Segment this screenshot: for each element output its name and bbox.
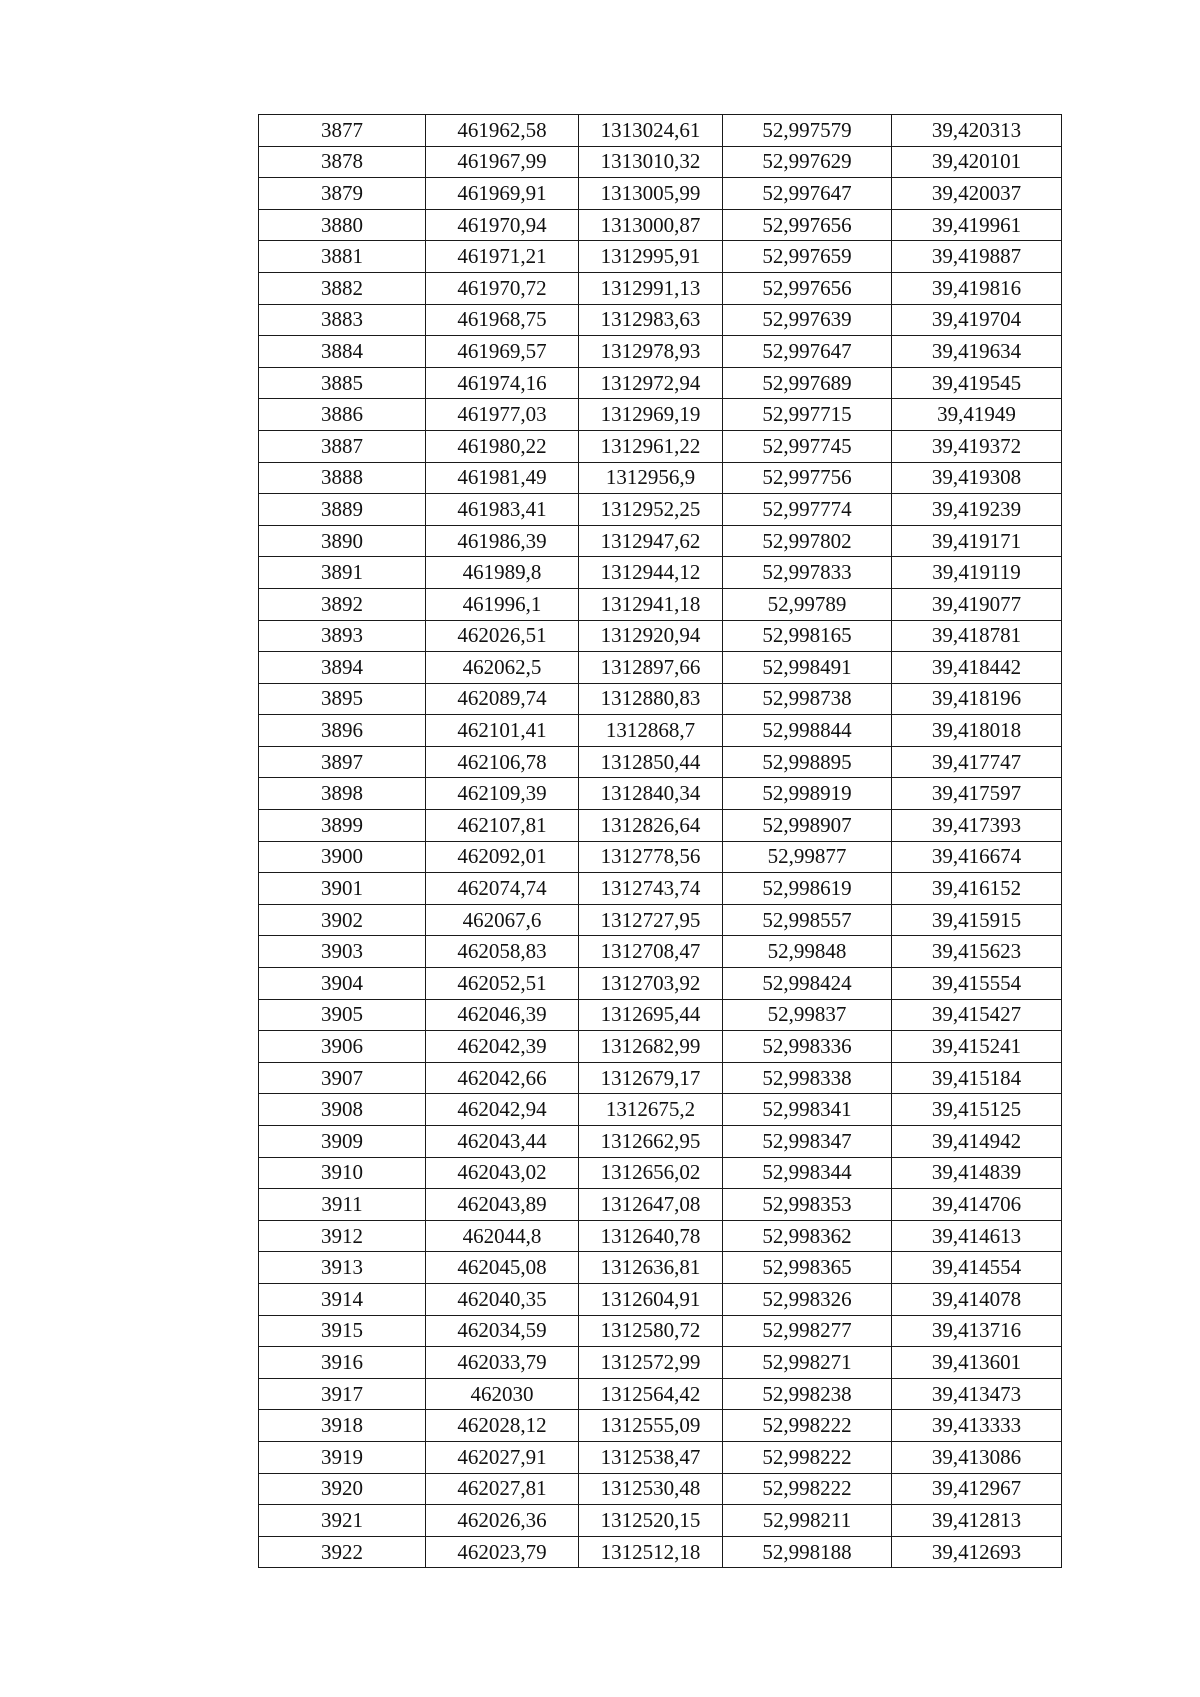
table-row [259, 1283, 1062, 1315]
latitude-cell: 52,998907 [723, 810, 892, 842]
y-coordinate-cell: 1312978,93 [579, 336, 723, 368]
point-number-cell: 3899 [259, 810, 426, 842]
x-coordinate-cell: 462062,5 [426, 652, 579, 684]
y-coordinate-cell: 1312920,94 [579, 620, 723, 652]
table-row [259, 178, 1062, 210]
x-coordinate-cell: 462043,89 [426, 1189, 579, 1221]
latitude-cell: 52,997802 [723, 525, 892, 557]
table-row [259, 1126, 1062, 1158]
table-row [259, 399, 1062, 431]
y-coordinate-cell: 1312656,02 [579, 1157, 723, 1189]
longitude-cell: 39,419308 [892, 462, 1062, 494]
latitude-cell: 52,998365 [723, 1252, 892, 1284]
coordinates-table-body [259, 115, 1062, 1568]
table-row [259, 746, 1062, 778]
y-coordinate-cell: 1312743,74 [579, 873, 723, 905]
point-number-cell: 3892 [259, 588, 426, 620]
point-number-cell: 3884 [259, 336, 426, 368]
x-coordinate-cell: 462092,01 [426, 841, 579, 873]
x-coordinate-cell: 461967,99 [426, 146, 579, 178]
latitude-cell: 52,998222 [723, 1410, 892, 1442]
point-number-cell: 3900 [259, 841, 426, 873]
point-number-cell: 3881 [259, 241, 426, 273]
x-coordinate-cell: 461983,41 [426, 494, 579, 526]
x-coordinate-cell: 462042,94 [426, 1094, 579, 1126]
latitude-cell: 52,998188 [723, 1536, 892, 1568]
latitude-cell: 52,998341 [723, 1094, 892, 1126]
table-row [259, 1315, 1062, 1347]
x-coordinate-cell: 462028,12 [426, 1410, 579, 1442]
longitude-cell: 39,413716 [892, 1315, 1062, 1347]
latitude-cell: 52,998211 [723, 1505, 892, 1537]
y-coordinate-cell: 1312947,62 [579, 525, 723, 557]
x-coordinate-cell: 462089,74 [426, 683, 579, 715]
longitude-cell: 39,414078 [892, 1283, 1062, 1315]
y-coordinate-cell: 1312840,34 [579, 778, 723, 810]
longitude-cell: 39,415915 [892, 904, 1062, 936]
latitude-cell: 52,997756 [723, 462, 892, 494]
latitude-cell: 52,998619 [723, 873, 892, 905]
x-coordinate-cell: 462106,78 [426, 746, 579, 778]
latitude-cell: 52,998344 [723, 1157, 892, 1189]
y-coordinate-cell: 1312512,18 [579, 1536, 723, 1568]
point-number-cell: 3897 [259, 746, 426, 778]
latitude-cell: 52,998738 [723, 683, 892, 715]
y-coordinate-cell: 1312972,94 [579, 367, 723, 399]
x-coordinate-cell: 461980,22 [426, 430, 579, 462]
x-coordinate-cell: 462033,79 [426, 1347, 579, 1379]
y-coordinate-cell: 1312636,81 [579, 1252, 723, 1284]
point-number-cell: 3893 [259, 620, 426, 652]
y-coordinate-cell: 1312991,13 [579, 272, 723, 304]
y-coordinate-cell: 1312868,7 [579, 715, 723, 747]
x-coordinate-cell: 461969,57 [426, 336, 579, 368]
point-number-cell: 3886 [259, 399, 426, 431]
coordinates-table [258, 114, 1062, 1568]
point-number-cell: 3922 [259, 1536, 426, 1568]
point-number-cell: 3895 [259, 683, 426, 715]
table-row [259, 588, 1062, 620]
longitude-cell: 39,414554 [892, 1252, 1062, 1284]
x-coordinate-cell: 462034,59 [426, 1315, 579, 1347]
y-coordinate-cell: 1313005,99 [579, 178, 723, 210]
y-coordinate-cell: 1312640,78 [579, 1220, 723, 1252]
point-number-cell: 3912 [259, 1220, 426, 1252]
latitude-cell: 52,998895 [723, 746, 892, 778]
table-row [259, 115, 1062, 147]
table-row [259, 1031, 1062, 1063]
longitude-cell: 39,418781 [892, 620, 1062, 652]
table-row [259, 841, 1062, 873]
table-row [259, 1473, 1062, 1505]
point-number-cell: 3898 [259, 778, 426, 810]
point-number-cell: 3916 [259, 1347, 426, 1379]
y-coordinate-cell: 1312826,64 [579, 810, 723, 842]
x-coordinate-cell: 462042,39 [426, 1031, 579, 1063]
longitude-cell: 39,412693 [892, 1536, 1062, 1568]
latitude-cell: 52,998353 [723, 1189, 892, 1221]
latitude-cell: 52,998491 [723, 652, 892, 684]
y-coordinate-cell: 1312703,92 [579, 968, 723, 1000]
y-coordinate-cell: 1312897,66 [579, 652, 723, 684]
x-coordinate-cell: 462044,8 [426, 1220, 579, 1252]
longitude-cell: 39,418442 [892, 652, 1062, 684]
longitude-cell: 39,415184 [892, 1062, 1062, 1094]
point-number-cell: 3894 [259, 652, 426, 684]
y-coordinate-cell: 1312647,08 [579, 1189, 723, 1221]
longitude-cell: 39,41949 [892, 399, 1062, 431]
table-row [259, 810, 1062, 842]
latitude-cell: 52,998919 [723, 778, 892, 810]
longitude-cell: 39,418018 [892, 715, 1062, 747]
longitude-cell: 39,413473 [892, 1378, 1062, 1410]
longitude-cell: 39,420313 [892, 115, 1062, 147]
table-row [259, 1157, 1062, 1189]
y-coordinate-cell: 1312679,17 [579, 1062, 723, 1094]
y-coordinate-cell: 1312880,83 [579, 683, 723, 715]
longitude-cell: 39,416674 [892, 841, 1062, 873]
point-number-cell: 3885 [259, 367, 426, 399]
y-coordinate-cell: 1312580,72 [579, 1315, 723, 1347]
x-coordinate-cell: 461969,91 [426, 178, 579, 210]
table-row [259, 525, 1062, 557]
x-coordinate-cell: 462101,41 [426, 715, 579, 747]
point-number-cell: 3896 [259, 715, 426, 747]
point-number-cell: 3910 [259, 1157, 426, 1189]
latitude-cell: 52,997647 [723, 178, 892, 210]
x-coordinate-cell: 462107,81 [426, 810, 579, 842]
y-coordinate-cell: 1312727,95 [579, 904, 723, 936]
point-number-cell: 3907 [259, 1062, 426, 1094]
longitude-cell: 39,414839 [892, 1157, 1062, 1189]
point-number-cell: 3920 [259, 1473, 426, 1505]
y-coordinate-cell: 1312952,25 [579, 494, 723, 526]
point-number-cell: 3919 [259, 1441, 426, 1473]
longitude-cell: 39,415554 [892, 968, 1062, 1000]
table-row [259, 557, 1062, 589]
x-coordinate-cell: 462026,51 [426, 620, 579, 652]
y-coordinate-cell: 1312520,15 [579, 1505, 723, 1537]
x-coordinate-cell: 461989,8 [426, 557, 579, 589]
point-number-cell: 3915 [259, 1315, 426, 1347]
y-coordinate-cell: 1313000,87 [579, 209, 723, 241]
table-row [259, 367, 1062, 399]
x-coordinate-cell: 462040,35 [426, 1283, 579, 1315]
y-coordinate-cell: 1312944,12 [579, 557, 723, 589]
table-row [259, 936, 1062, 968]
table-row [259, 1441, 1062, 1473]
latitude-cell: 52,998222 [723, 1441, 892, 1473]
latitude-cell: 52,997774 [723, 494, 892, 526]
longitude-cell: 39,419077 [892, 588, 1062, 620]
x-coordinate-cell: 461986,39 [426, 525, 579, 557]
table-row [259, 1505, 1062, 1537]
x-coordinate-cell: 461970,94 [426, 209, 579, 241]
longitude-cell: 39,412967 [892, 1473, 1062, 1505]
latitude-cell: 52,998336 [723, 1031, 892, 1063]
latitude-cell: 52,998557 [723, 904, 892, 936]
x-coordinate-cell: 462046,39 [426, 999, 579, 1031]
longitude-cell: 39,415427 [892, 999, 1062, 1031]
y-coordinate-cell: 1312850,44 [579, 746, 723, 778]
y-coordinate-cell: 1312675,2 [579, 1094, 723, 1126]
longitude-cell: 39,413333 [892, 1410, 1062, 1442]
table-row [259, 1378, 1062, 1410]
point-number-cell: 3908 [259, 1094, 426, 1126]
x-coordinate-cell: 462052,51 [426, 968, 579, 1000]
y-coordinate-cell: 1312969,19 [579, 399, 723, 431]
x-coordinate-cell: 461970,72 [426, 272, 579, 304]
x-coordinate-cell: 462027,81 [426, 1473, 579, 1505]
point-number-cell: 3878 [259, 146, 426, 178]
longitude-cell: 39,419119 [892, 557, 1062, 589]
longitude-cell: 39,417747 [892, 746, 1062, 778]
latitude-cell: 52,99789 [723, 588, 892, 620]
x-coordinate-cell: 461971,21 [426, 241, 579, 273]
longitude-cell: 39,417597 [892, 778, 1062, 810]
latitude-cell: 52,998222 [723, 1473, 892, 1505]
point-number-cell: 3921 [259, 1505, 426, 1537]
point-number-cell: 3913 [259, 1252, 426, 1284]
latitude-cell: 52,998271 [723, 1347, 892, 1379]
table-row [259, 462, 1062, 494]
y-coordinate-cell: 1312778,56 [579, 841, 723, 873]
latitude-cell: 52,997629 [723, 146, 892, 178]
point-number-cell: 3883 [259, 304, 426, 336]
table-row [259, 620, 1062, 652]
table-row [259, 652, 1062, 684]
longitude-cell: 39,419372 [892, 430, 1062, 462]
y-coordinate-cell: 1312530,48 [579, 1473, 723, 1505]
y-coordinate-cell: 1312983,63 [579, 304, 723, 336]
latitude-cell: 52,997656 [723, 209, 892, 241]
y-coordinate-cell: 1313024,61 [579, 115, 723, 147]
longitude-cell: 39,414942 [892, 1126, 1062, 1158]
point-number-cell: 3891 [259, 557, 426, 589]
longitude-cell: 39,417393 [892, 810, 1062, 842]
table-row [259, 1189, 1062, 1221]
latitude-cell: 52,998338 [723, 1062, 892, 1094]
y-coordinate-cell: 1313010,32 [579, 146, 723, 178]
y-coordinate-cell: 1312604,91 [579, 1283, 723, 1315]
latitude-cell: 52,997656 [723, 272, 892, 304]
longitude-cell: 39,419634 [892, 336, 1062, 368]
table-row [259, 1062, 1062, 1094]
x-coordinate-cell: 461981,49 [426, 462, 579, 494]
table-row [259, 968, 1062, 1000]
table-row [259, 873, 1062, 905]
y-coordinate-cell: 1312555,09 [579, 1410, 723, 1442]
latitude-cell: 52,997659 [723, 241, 892, 273]
longitude-cell: 39,419545 [892, 367, 1062, 399]
y-coordinate-cell: 1312995,91 [579, 241, 723, 273]
point-number-cell: 3914 [259, 1283, 426, 1315]
latitude-cell: 52,997715 [723, 399, 892, 431]
point-number-cell: 3917 [259, 1378, 426, 1410]
longitude-cell: 39,419704 [892, 304, 1062, 336]
longitude-cell: 39,420037 [892, 178, 1062, 210]
latitude-cell: 52,998277 [723, 1315, 892, 1347]
latitude-cell: 52,998238 [723, 1378, 892, 1410]
longitude-cell: 39,414706 [892, 1189, 1062, 1221]
x-coordinate-cell: 462027,91 [426, 1441, 579, 1473]
point-number-cell: 3906 [259, 1031, 426, 1063]
longitude-cell: 39,419239 [892, 494, 1062, 526]
longitude-cell: 39,418196 [892, 683, 1062, 715]
x-coordinate-cell: 461977,03 [426, 399, 579, 431]
longitude-cell: 39,419816 [892, 272, 1062, 304]
table-row [259, 336, 1062, 368]
latitude-cell: 52,997745 [723, 430, 892, 462]
x-coordinate-cell: 462074,74 [426, 873, 579, 905]
table-row [259, 1410, 1062, 1442]
latitude-cell: 52,997833 [723, 557, 892, 589]
table-row [259, 778, 1062, 810]
table-row [259, 146, 1062, 178]
table-row [259, 1094, 1062, 1126]
y-coordinate-cell: 1312961,22 [579, 430, 723, 462]
point-number-cell: 3879 [259, 178, 426, 210]
latitude-cell: 52,997647 [723, 336, 892, 368]
y-coordinate-cell: 1312564,42 [579, 1378, 723, 1410]
table-row [259, 715, 1062, 747]
y-coordinate-cell: 1312695,44 [579, 999, 723, 1031]
latitude-cell: 52,99837 [723, 999, 892, 1031]
longitude-cell: 39,415241 [892, 1031, 1062, 1063]
table-row [259, 430, 1062, 462]
point-number-cell: 3918 [259, 1410, 426, 1442]
x-coordinate-cell: 462026,36 [426, 1505, 579, 1537]
latitude-cell: 52,998844 [723, 715, 892, 747]
point-number-cell: 3889 [259, 494, 426, 526]
point-number-cell: 3877 [259, 115, 426, 147]
table-row [259, 999, 1062, 1031]
latitude-cell: 52,998165 [723, 620, 892, 652]
x-coordinate-cell: 462023,79 [426, 1536, 579, 1568]
point-number-cell: 3911 [259, 1189, 426, 1221]
latitude-cell: 52,998424 [723, 968, 892, 1000]
table-row [259, 304, 1062, 336]
x-coordinate-cell: 461996,1 [426, 588, 579, 620]
x-coordinate-cell: 461974,16 [426, 367, 579, 399]
x-coordinate-cell: 462030 [426, 1378, 579, 1410]
point-number-cell: 3903 [259, 936, 426, 968]
x-coordinate-cell: 462042,66 [426, 1062, 579, 1094]
latitude-cell: 52,99877 [723, 841, 892, 873]
point-number-cell: 3887 [259, 430, 426, 462]
x-coordinate-cell: 462045,08 [426, 1252, 579, 1284]
latitude-cell: 52,998326 [723, 1283, 892, 1315]
latitude-cell: 52,997689 [723, 367, 892, 399]
x-coordinate-cell: 461968,75 [426, 304, 579, 336]
table-row [259, 494, 1062, 526]
y-coordinate-cell: 1312682,99 [579, 1031, 723, 1063]
x-coordinate-cell: 462043,44 [426, 1126, 579, 1158]
longitude-cell: 39,413601 [892, 1347, 1062, 1379]
longitude-cell: 39,415125 [892, 1094, 1062, 1126]
y-coordinate-cell: 1312941,18 [579, 588, 723, 620]
table-row [259, 1220, 1062, 1252]
longitude-cell: 39,412813 [892, 1505, 1062, 1537]
y-coordinate-cell: 1312572,99 [579, 1347, 723, 1379]
latitude-cell: 52,998362 [723, 1220, 892, 1252]
point-number-cell: 3901 [259, 873, 426, 905]
longitude-cell: 39,416152 [892, 873, 1062, 905]
longitude-cell: 39,419887 [892, 241, 1062, 273]
point-number-cell: 3890 [259, 525, 426, 557]
x-coordinate-cell: 462043,02 [426, 1157, 579, 1189]
y-coordinate-cell: 1312538,47 [579, 1441, 723, 1473]
table-row [259, 272, 1062, 304]
point-number-cell: 3880 [259, 209, 426, 241]
longitude-cell: 39,415623 [892, 936, 1062, 968]
table-row [259, 904, 1062, 936]
x-coordinate-cell: 462109,39 [426, 778, 579, 810]
point-number-cell: 3905 [259, 999, 426, 1031]
table-row [259, 209, 1062, 241]
table-row [259, 683, 1062, 715]
y-coordinate-cell: 1312708,47 [579, 936, 723, 968]
table-row [259, 1252, 1062, 1284]
x-coordinate-cell: 461962,58 [426, 115, 579, 147]
x-coordinate-cell: 462058,83 [426, 936, 579, 968]
point-number-cell: 3902 [259, 904, 426, 936]
longitude-cell: 39,420101 [892, 146, 1062, 178]
point-number-cell: 3904 [259, 968, 426, 1000]
point-number-cell: 3888 [259, 462, 426, 494]
longitude-cell: 39,419961 [892, 209, 1062, 241]
longitude-cell: 39,414613 [892, 1220, 1062, 1252]
point-number-cell: 3909 [259, 1126, 426, 1158]
table-row [259, 1536, 1062, 1568]
latitude-cell: 52,997579 [723, 115, 892, 147]
y-coordinate-cell: 1312662,95 [579, 1126, 723, 1158]
y-coordinate-cell: 1312956,9 [579, 462, 723, 494]
table-row [259, 241, 1062, 273]
table-row [259, 1347, 1062, 1379]
latitude-cell: 52,998347 [723, 1126, 892, 1158]
longitude-cell: 39,419171 [892, 525, 1062, 557]
point-number-cell: 3882 [259, 272, 426, 304]
x-coordinate-cell: 462067,6 [426, 904, 579, 936]
latitude-cell: 52,99848 [723, 936, 892, 968]
latitude-cell: 52,997639 [723, 304, 892, 336]
longitude-cell: 39,413086 [892, 1441, 1062, 1473]
